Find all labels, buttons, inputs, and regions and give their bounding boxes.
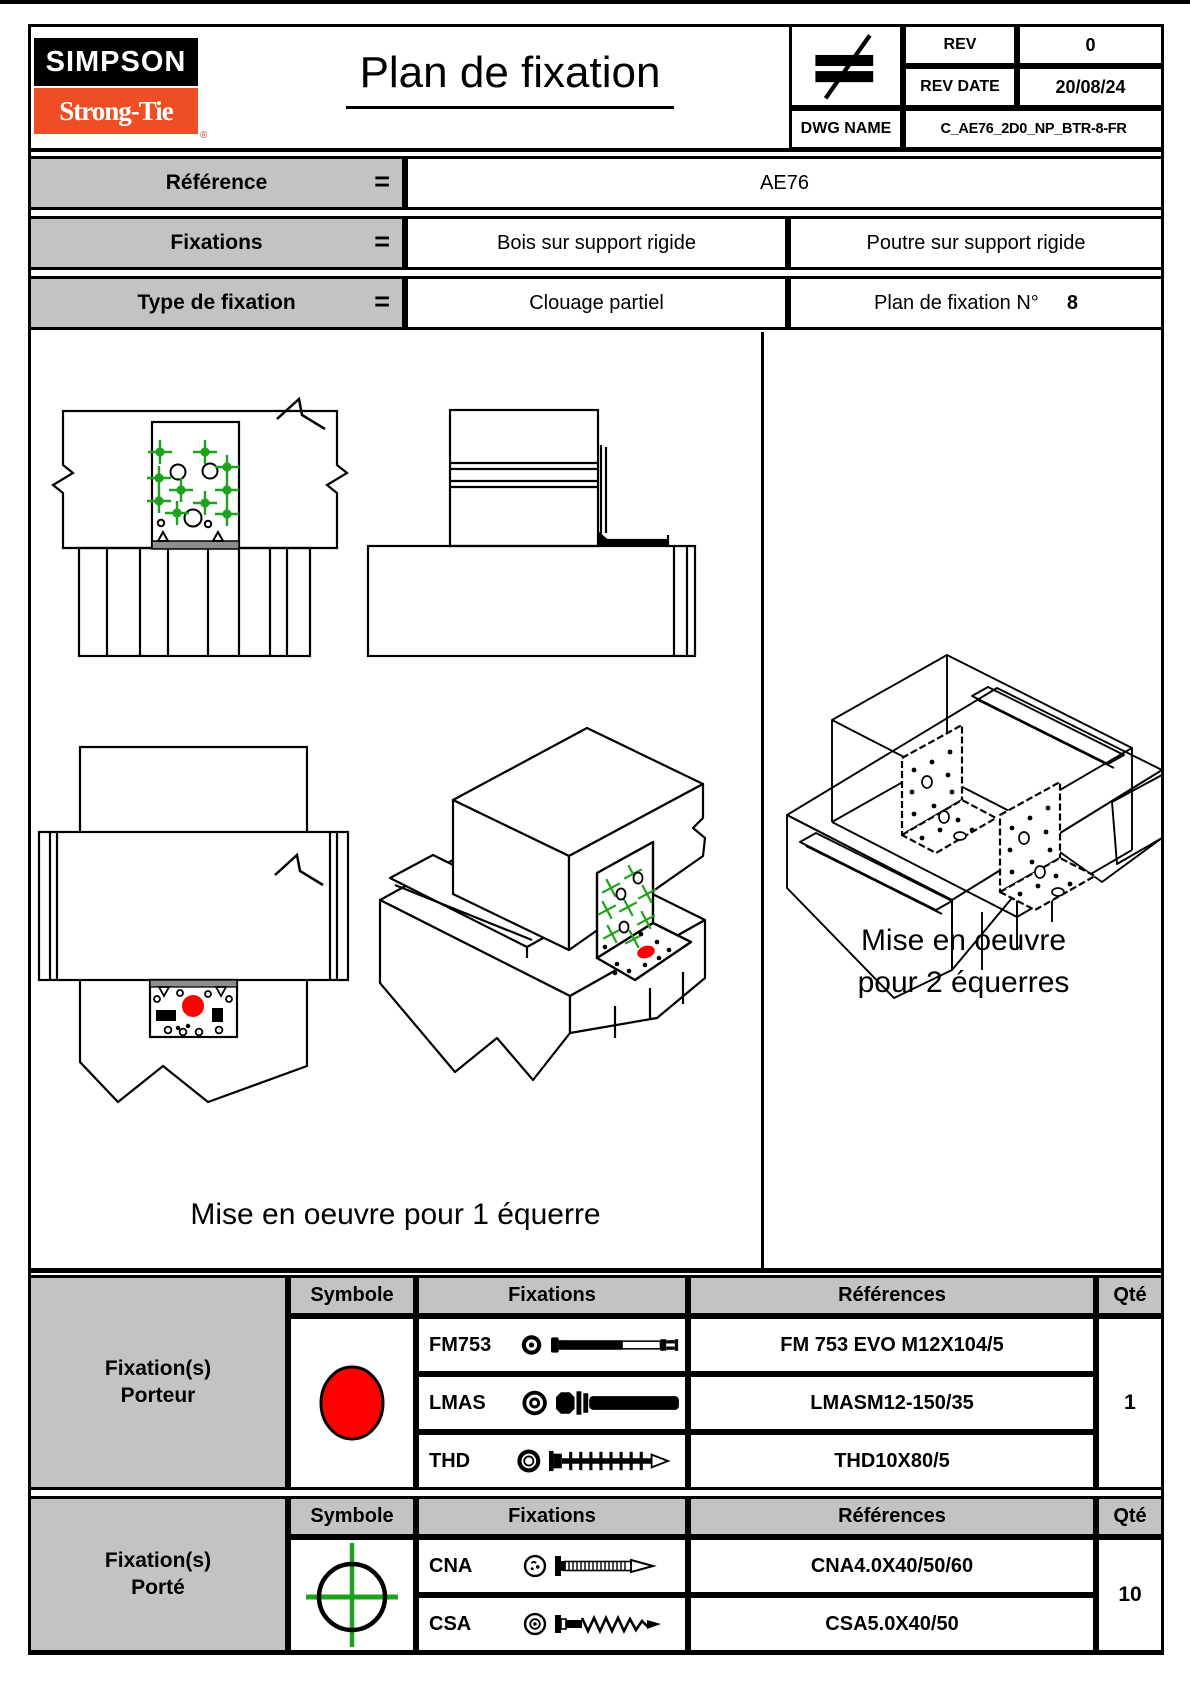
porte-header-fixations: Fixations	[416, 1496, 688, 1537]
porteur-ref-fm753: FM 753 EVO M12X104/5	[688, 1316, 1096, 1374]
porteur-header-qte: Qté	[1096, 1275, 1164, 1316]
rev-label: REV	[903, 24, 1017, 66]
porteur-row-fm753-fixation: FM753	[416, 1316, 688, 1374]
porteur-header-references: Références	[688, 1275, 1096, 1316]
isometric-two-brackets-drawing	[772, 470, 1167, 1110]
info-value-type: Clouage partiel	[405, 276, 788, 330]
csa-head-icon	[523, 1612, 547, 1636]
registered-mark: ®	[200, 130, 208, 141]
red-anchor-dot-icon	[317, 1363, 387, 1443]
thd-head-icon	[516, 1447, 542, 1475]
first-angle-projection-icon	[803, 32, 889, 100]
brand-top-text: SIMPSON	[45, 45, 187, 78]
thd-screw-anchor-side-icon	[549, 1447, 685, 1475]
caption-one-bracket: Mise en oeuvre pour 1 équerre	[190, 1198, 601, 1231]
porte-ref-csa: CSA5.0X40/50	[688, 1595, 1096, 1653]
drawing-table-divider	[28, 1268, 1164, 1273]
porte-header-qte: Qté	[1096, 1496, 1164, 1537]
cna-nail-side-icon	[555, 1554, 679, 1578]
brand-bottom-text: Strong-Tie	[59, 95, 173, 126]
porteur-ref-lmas: LMASM12-150/35	[688, 1374, 1096, 1432]
csa-screw-side-icon	[555, 1612, 683, 1636]
projection-symbol-cell	[789, 24, 903, 108]
porte-row-cna-fixation: CNA	[416, 1537, 688, 1595]
page-top-rule	[0, 0, 1190, 4]
porteur-header-fixations: Fixations	[416, 1275, 688, 1316]
equals-icon: =	[374, 286, 390, 317]
info-label-fixations: Fixations =	[28, 216, 405, 270]
equals-icon: =	[374, 226, 390, 257]
lmas-anchor-side-icon	[556, 1389, 685, 1417]
porte-qty: 10	[1096, 1537, 1164, 1653]
porteur-group-label: Fixation(s) Porteur	[28, 1275, 288, 1490]
porteur-symbol-cell	[288, 1316, 416, 1490]
porte-ref-cna: CNA4.0X40/50/60	[688, 1537, 1096, 1595]
info-value-reference: AE76	[405, 156, 1164, 210]
equals-icon: =	[374, 166, 390, 197]
plan-number: 8	[1066, 291, 1078, 314]
front-view-drawing	[45, 385, 355, 677]
info-value-fixation-left: Bois sur support rigide	[405, 216, 788, 270]
drawing-pane-divider	[761, 332, 764, 1270]
info-label-reference: Référence =	[28, 156, 405, 210]
dwg-name-value: C_AE76_2D0_NP_BTR-8-FR	[903, 108, 1164, 150]
side-view-drawing	[365, 385, 705, 677]
simpson-logo	[34, 38, 198, 86]
lmas-head-icon	[521, 1389, 548, 1417]
porteur-qty: 1	[1096, 1316, 1164, 1490]
isometric-one-bracket-drawing	[365, 688, 710, 1088]
porteur-header-symbole: Symbole	[288, 1275, 416, 1316]
porteur-row-thd-fixation: THD	[416, 1432, 688, 1490]
rev-date-label: REV DATE	[903, 66, 1017, 108]
porte-header-symbole: Symbole	[288, 1496, 416, 1537]
strongtie-logo	[34, 88, 198, 134]
fm753-bolt-side-icon	[551, 1332, 685, 1358]
porte-group-label: Fixation(s) Porté	[28, 1496, 288, 1653]
caption-two-brackets: Mise en oeuvre pour 2 équerres	[857, 924, 1070, 999]
info-label-type-fixation: Type de fixation =	[28, 276, 405, 330]
rev-value: 0	[1017, 24, 1164, 66]
porte-row-csa-fixation: CSA	[416, 1595, 688, 1653]
porte-symbol-cell	[288, 1537, 416, 1653]
dwg-name-label: DWG NAME	[789, 108, 903, 150]
page-title: Plan de fixation	[240, 48, 780, 109]
info-value-plan-number: Plan de fixation N° 8	[788, 276, 1164, 330]
porte-header-references: Références	[688, 1496, 1096, 1537]
cna-head-icon	[523, 1554, 547, 1578]
green-crosshair-nail-icon	[300, 1541, 404, 1649]
rev-date-value: 20/08/24	[1017, 66, 1164, 108]
top-view-drawing	[30, 690, 360, 1115]
fm753-head-icon	[520, 1333, 543, 1357]
info-value-fixation-right: Poutre sur support rigide	[788, 216, 1164, 270]
porteur-row-lmas-fixation: LMAS	[416, 1374, 688, 1432]
porteur-ref-thd: THD10X80/5	[688, 1432, 1096, 1490]
